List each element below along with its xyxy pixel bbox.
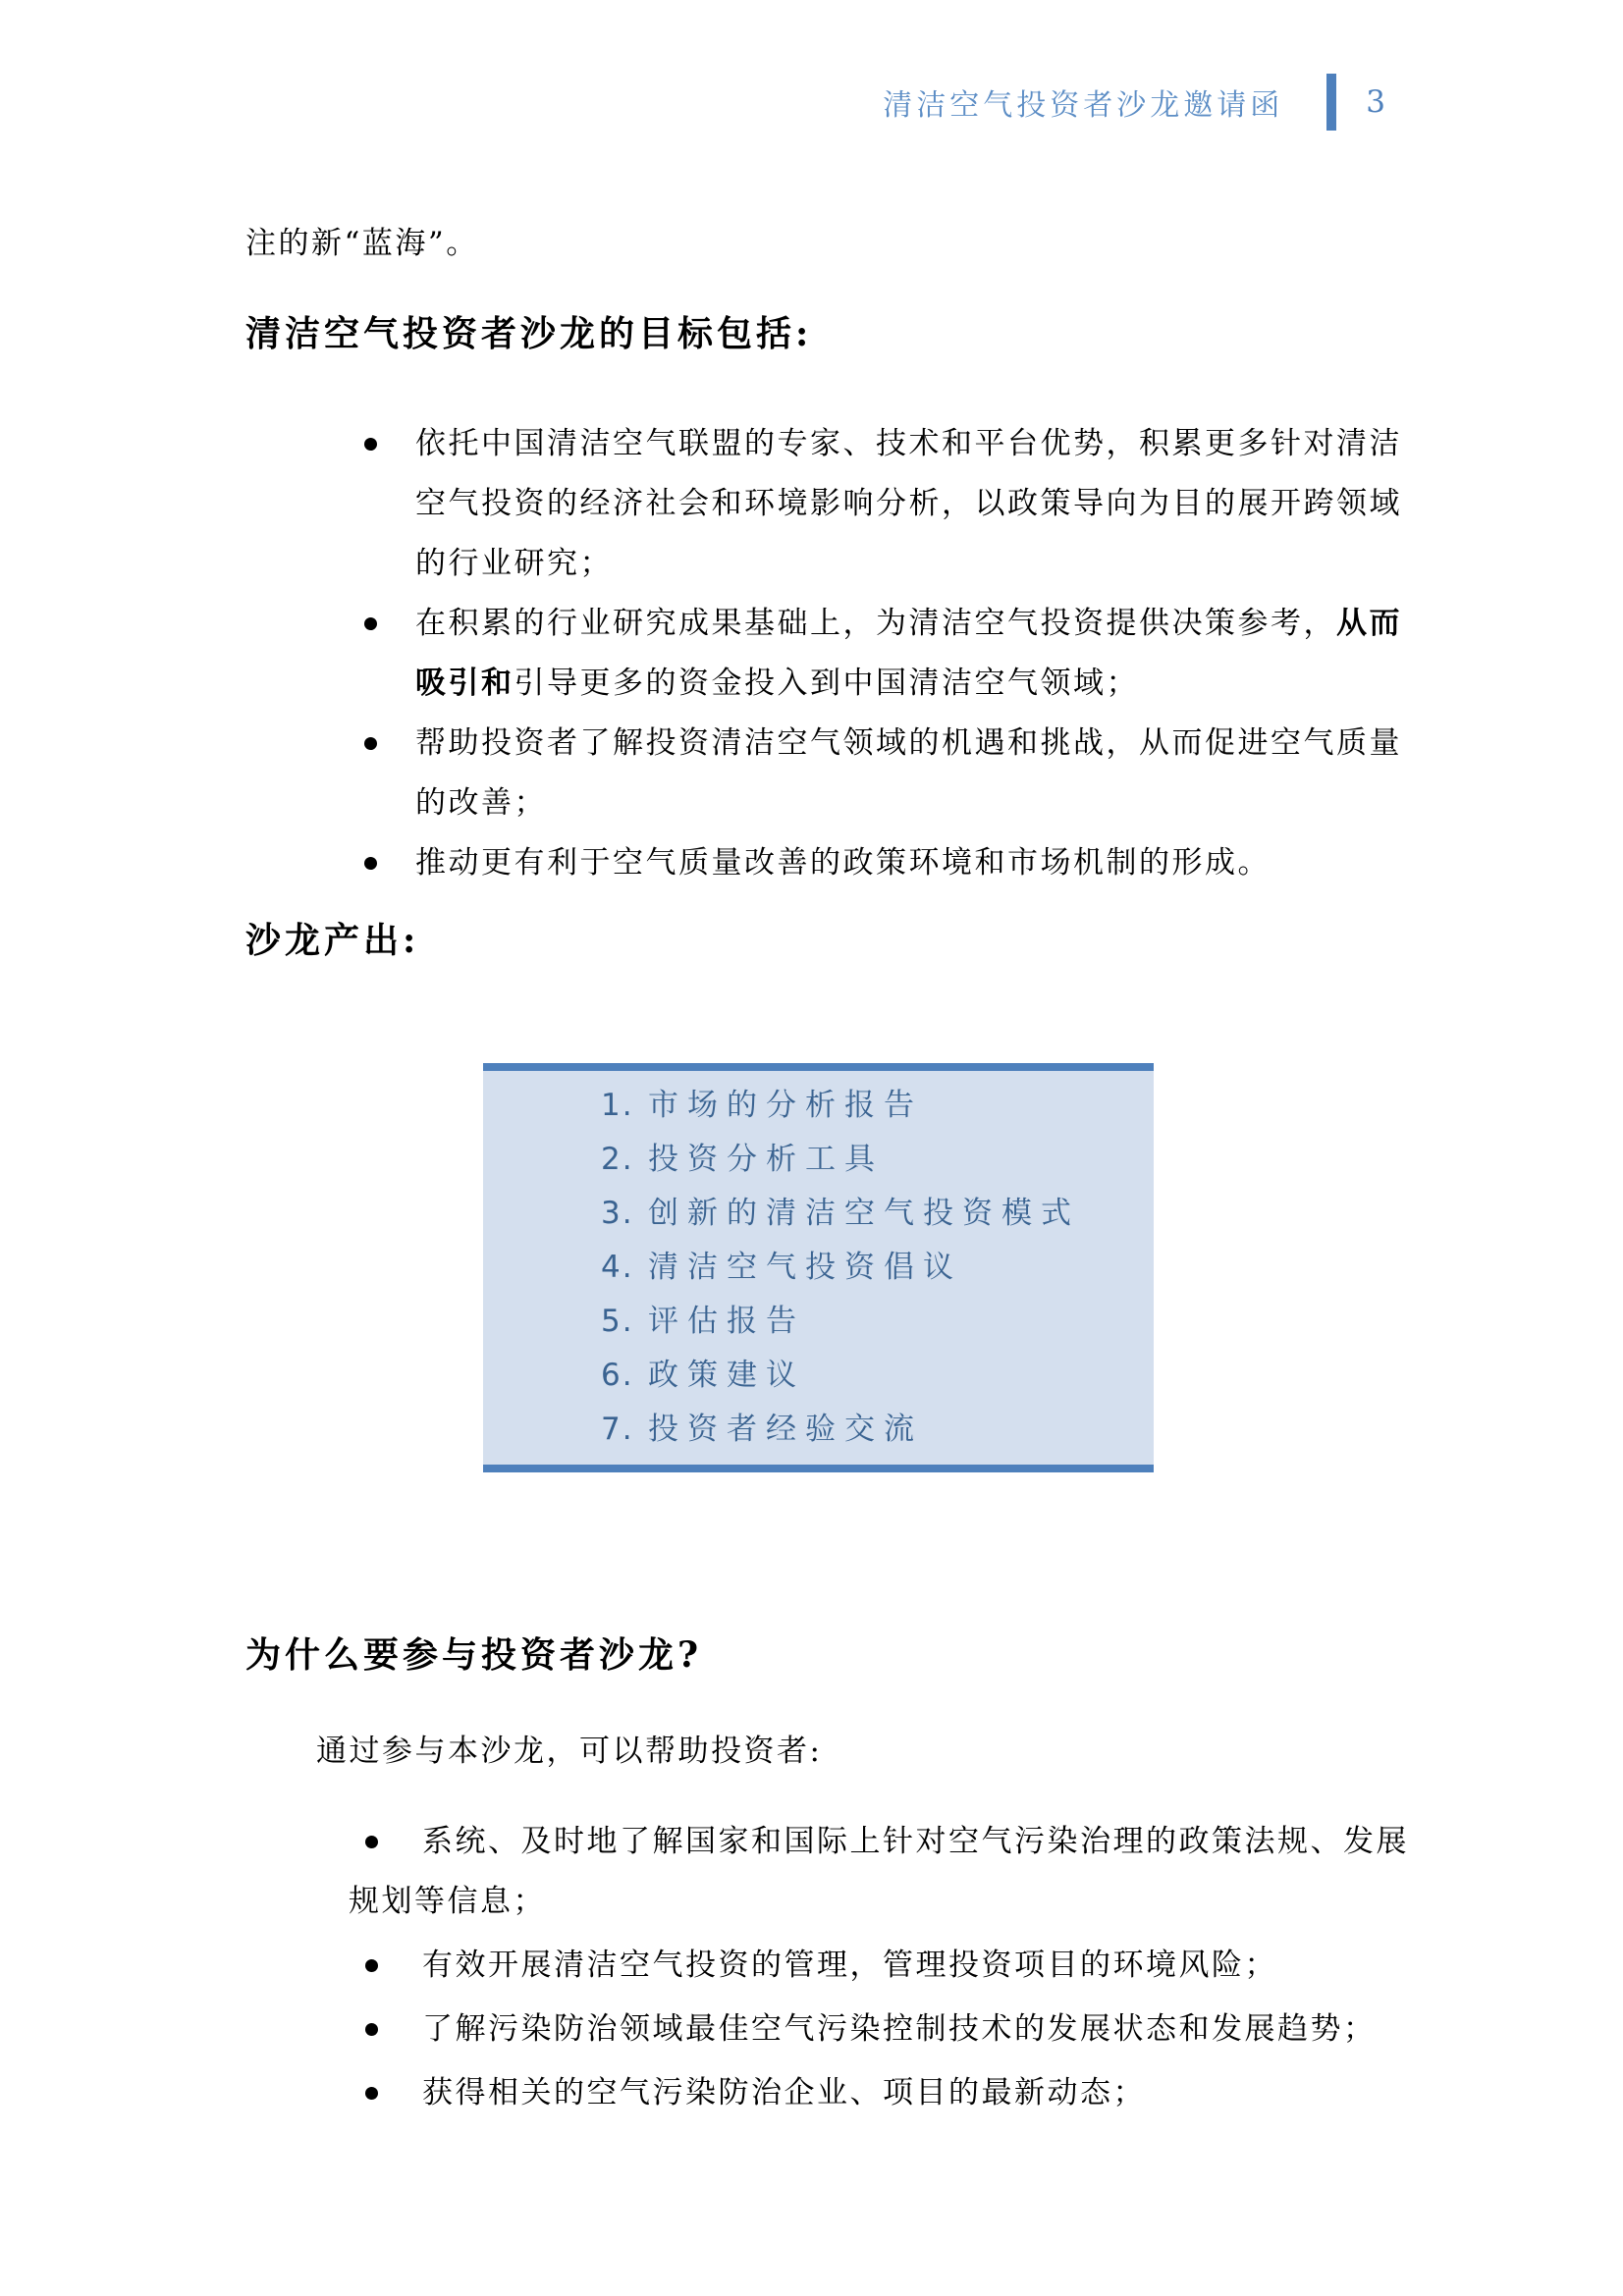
continuation-text: 注的新“蓝海”。	[245, 226, 479, 261]
output-item-number: 3.	[601, 1196, 634, 1231]
output-list-item	[601, 1133, 1134, 1187]
goals-item-bold-text: 从而吸引和	[415, 606, 1402, 701]
output-list-item	[601, 1241, 1134, 1295]
output-list-item	[601, 1403, 1134, 1457]
goals-list-item	[245, 833, 1429, 893]
output-heading: 沙龙产出:	[245, 920, 420, 961]
output-item-label: 评估报告	[648, 1304, 805, 1339]
goals-list-item	[245, 714, 1429, 833]
goals-item-text: 引导更多的资金投入到中国清洁空气领域；	[514, 666, 1139, 701]
output-item-label: 投资分析工具	[648, 1142, 884, 1177]
output-list-item	[601, 1187, 1134, 1241]
why-item-text: 有效开展清洁空气投资的管理，管理投资项目的环境风险；	[422, 1948, 1277, 1983]
why-item-text: 获得相关的空气污染防治企业、项目的最新动态；	[422, 2075, 1146, 2110]
output-item-label: 清洁空气投资倡议	[648, 1250, 962, 1285]
goals-list-item	[245, 594, 1429, 714]
why-intro-text: 通过参与本沙龙，可以帮助投资者:	[316, 1734, 823, 1769]
page-number: 3	[1366, 84, 1385, 120]
output-list-item	[601, 1295, 1134, 1349]
salon-output-box	[483, 1063, 1154, 1472]
output-item-label: 政策建议	[648, 1358, 805, 1393]
output-item-number: 7.	[601, 1412, 634, 1447]
why-list-item	[245, 2000, 1429, 2059]
why-list	[245, 1812, 1429, 2123]
why-heading: 为什么要参与投资者沙龙?	[245, 1634, 703, 1676]
goals-list	[245, 414, 1429, 893]
output-item-label: 创新的清洁空气投资模式	[648, 1196, 1080, 1231]
output-item-label: 市场的分析报告	[648, 1088, 923, 1123]
output-item-number: 2.	[601, 1142, 634, 1177]
goals-item-text: 帮助投资者了解投资清洁空气领域的机遇和挑战，从而促进空气质量的改善；	[415, 725, 1402, 821]
salon-output-list	[483, 1071, 1154, 1465]
why-list-item	[245, 1936, 1429, 1996]
goals-heading: 清洁空气投资者沙龙的目标包括:	[245, 313, 813, 354]
output-list-item	[601, 1349, 1134, 1403]
why-list-item	[245, 1812, 1429, 1932]
why-item-text: 了解污染防治领域最佳空气污染控制技术的发展状态和发展趋势；	[422, 2011, 1377, 2047]
header-title: 清洁空气投资者沙龙邀请函	[883, 88, 1284, 123]
header-divider-bar	[1326, 74, 1336, 131]
output-item-number: 6.	[601, 1358, 634, 1393]
output-list-item	[601, 1079, 1134, 1133]
why-list-item	[245, 2063, 1429, 2123]
page-header	[0, 73, 1385, 132]
goals-item-text: 推动更有利于空气质量改善的政策环境和市场机制的形成。	[415, 845, 1271, 881]
output-item-label: 投资者经验交流	[648, 1412, 923, 1447]
goals-item-text: 依托中国清洁空气联盟的专家、技术和平台优势，积累更多针对清洁空气投资的经济社会和环境影响分析，以政策导向为目的展开跨领域的行业研究；	[415, 426, 1402, 581]
goals-list-item	[245, 414, 1429, 594]
output-item-number: 4.	[601, 1250, 634, 1285]
why-item-text: 系统、及时地了解国家和国际上针对空气污染治理的政策法规、发展规划等信息；	[349, 1824, 1409, 1919]
output-item-number: 1.	[601, 1088, 634, 1123]
output-item-number: 5.	[601, 1304, 634, 1339]
goals-item-text: 在积累的行业研究成果基础上，为清洁空气投资提供决策参考，	[415, 606, 1336, 641]
